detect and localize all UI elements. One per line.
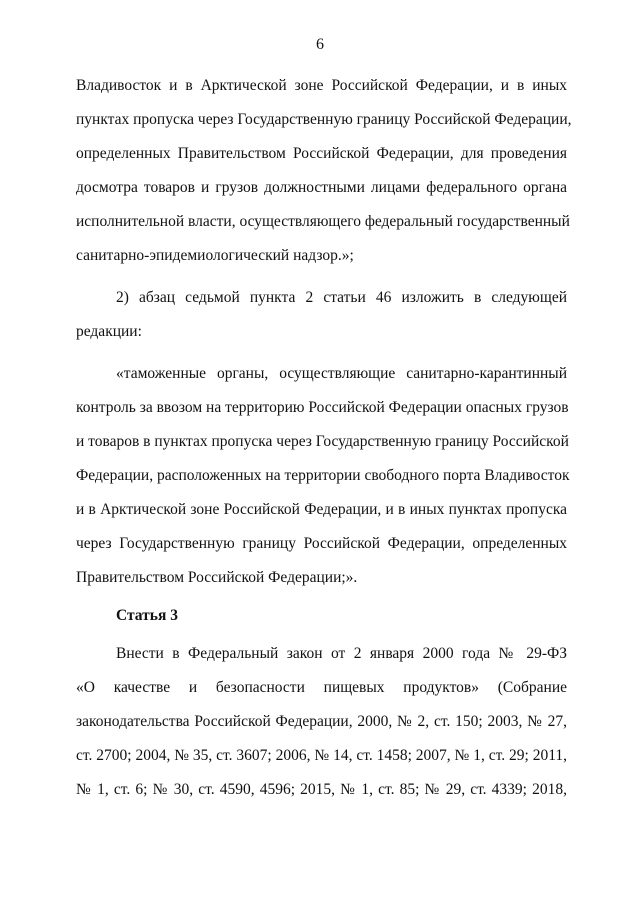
document-body xyxy=(76,71,572,809)
text-line: пунктах пропуска через Государственную границу Российской Федерации, xyxy=(76,111,572,128)
text-line: досмотра товаров и грузов должностными лицами федерального органа xyxy=(76,179,567,196)
paragraph xyxy=(76,359,570,597)
text-line: ст. 2700; 2004, № 35, ст. 3607; 2006, № 14, ст. 1458; 2007, № 1, ст. 29; 2011, xyxy=(76,747,567,764)
text-line: санитарно-эпидемиологический надзор.»; xyxy=(76,247,354,264)
text-line: № 1, ст. 6; № 30, ст. 4590, 4596; 2015, № 1, ст. 85; № 29, ст. 4339; 2018, xyxy=(76,781,567,798)
text-line: и товаров в пунктах пропуска через Государственную границу Российской xyxy=(76,433,569,450)
text-line: и в Арктической зоне Российской Федерации, и в иных пунктах пропуска xyxy=(76,501,567,518)
paragraph xyxy=(76,639,567,809)
text-line: редакции: xyxy=(76,323,142,340)
text-line: «О качестве и безопасности пищевых продуктов» (Собрание xyxy=(76,679,567,696)
text-line: контроль за ввозом на территорию Российской Федерации опасных грузов xyxy=(76,399,569,416)
article-heading: Статья 3 xyxy=(116,607,178,624)
text-line: определенных Правительством Российской Федерации, для проведения xyxy=(76,145,567,162)
text-line: 2) абзац седьмой пункта 2 статьи 46 изложить в следующей xyxy=(116,289,567,306)
text-line: законодательства Российской Федерации, 2000, № 2, ст. 150; 2003, № 27, xyxy=(76,713,567,730)
text-line: Федерации, расположенных на территории свободного порта Владивосток xyxy=(76,467,570,484)
text-line: Владивосток и в Арктической зоне Российской Федерации, и в иных xyxy=(76,77,567,94)
paragraph xyxy=(76,283,567,351)
text-line: Правительством Российской Федерации;». xyxy=(76,569,358,586)
text-line: исполнительной власти, осуществляющего федеральный государственный xyxy=(76,213,570,230)
text-line: через Государственную границу Российской Федерации, определенных xyxy=(76,535,567,552)
text-line: Внести в Федеральный закон от 2 января 2000 года № 29-ФЗ xyxy=(116,645,567,662)
page-number: 6 xyxy=(316,36,324,53)
text-line: «таможенные органы, осуществляющие санитарно-карантинный xyxy=(116,365,567,382)
paragraph xyxy=(76,71,572,275)
